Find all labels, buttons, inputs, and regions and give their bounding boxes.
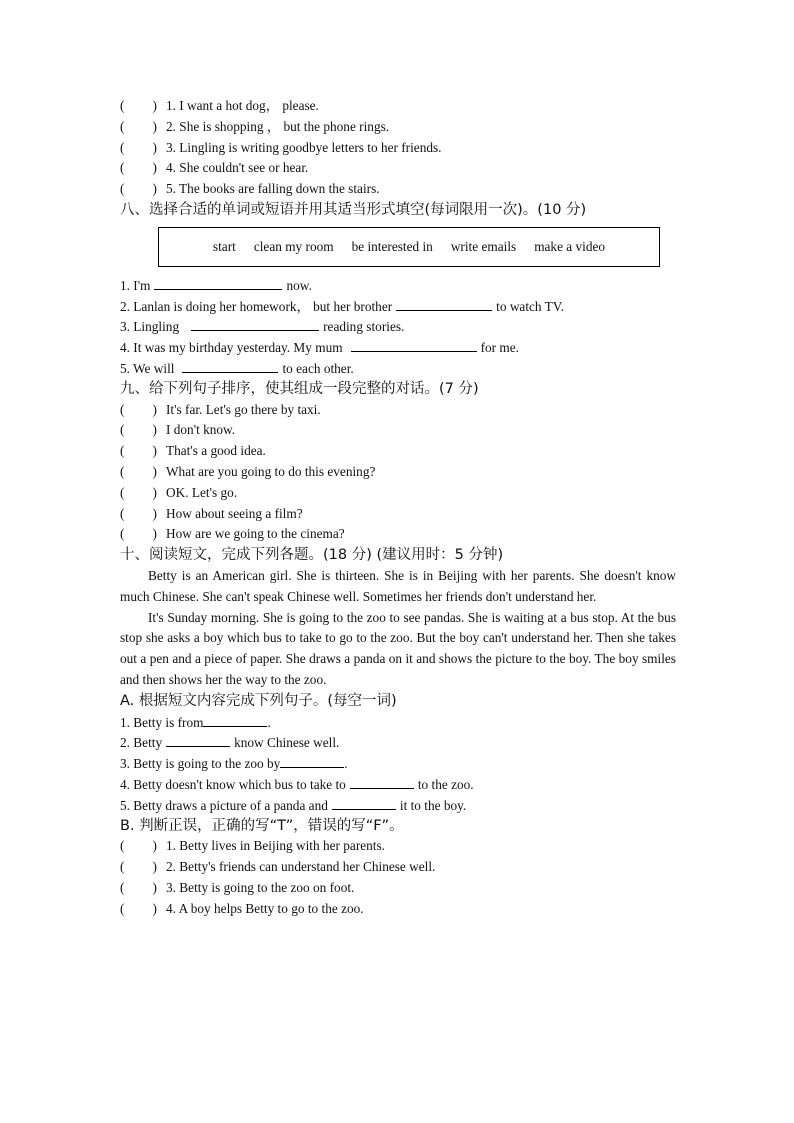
list-item: ( ) 3. Betty is going to the zoo on foot.	[120, 878, 676, 899]
list-item: ( ) 1. I want a hot dog， please.	[120, 96, 676, 117]
fill-blank[interactable]	[351, 337, 477, 352]
answer-paren[interactable]: ( )	[120, 859, 157, 875]
answer-paren[interactable]: ( )	[120, 98, 157, 113]
list-item: 1. I'm now.	[120, 275, 676, 296]
answer-paren[interactable]: ( )	[120, 422, 157, 438]
list-item: ( ) 2. Betty's friends can understand her Chinese well.	[120, 857, 676, 878]
fill-blank[interactable]	[280, 753, 344, 768]
list-item: 4. Betty doesn't know which bus to take to to the zoo.	[120, 774, 676, 795]
reading-passage	[120, 566, 676, 691]
answer-paren[interactable]: ( )	[120, 118, 157, 134]
word-bank-item: start	[212, 238, 236, 254]
partA-heading: A. 根据短文内容完成下列句子。(每空一词)	[120, 692, 397, 709]
fill-blank[interactable]	[332, 795, 396, 810]
list-item: ( ) I don't know.	[120, 420, 676, 441]
list-item: ( ) 4. She couldn't see or hear.	[120, 158, 676, 179]
answer-paren[interactable]: ( )	[120, 484, 157, 500]
word-bank-item: clean my room	[253, 238, 334, 254]
list-item: ( ) OK. Let's go.	[120, 483, 676, 504]
list-item: 1. Betty is from .	[120, 712, 676, 733]
word-bank-item: make a video	[534, 238, 606, 254]
partB-list	[120, 836, 676, 919]
list-item: 2. Betty know Chinese well.	[120, 732, 676, 753]
list-item: 2. Lanlan is doing her homework， but her brother to watch TV.	[120, 296, 676, 317]
answer-paren[interactable]: ( )	[120, 463, 157, 479]
section8-list	[120, 275, 676, 379]
fill-blank[interactable]	[191, 316, 319, 331]
list-item: ( ) 4. A boy helps Betty to go to the zoo.	[120, 899, 676, 920]
partB-heading: B. 判断正误，正确的写“T”，错误的写“F”。	[120, 817, 404, 834]
fill-blank[interactable]	[182, 358, 278, 373]
answer-paren[interactable]: ( )	[120, 181, 157, 197]
answer-paren[interactable]: ( )	[120, 401, 157, 417]
worksheet-content	[120, 96, 676, 919]
fill-blank[interactable]	[166, 732, 230, 747]
list-item: ( ) It's far. Let's go there by taxi.	[120, 400, 676, 421]
word-bank-item: be interested in	[351, 238, 433, 254]
list-item: ( ) How are we going to the cinema?	[120, 524, 676, 545]
answer-paren[interactable]: ( )	[120, 526, 157, 542]
list-item: 4. It was my birthday yesterday. My mum for me.	[120, 337, 676, 358]
list-item: 3. Lingling reading stories.	[120, 316, 676, 337]
partA-list	[120, 712, 676, 816]
list-item: ( ) 1. Betty lives in Beijing with her parents.	[120, 836, 676, 857]
answer-paren[interactable]: ( )	[120, 900, 157, 916]
list-item: 5. We will to each other.	[120, 358, 676, 379]
answer-paren[interactable]: ( )	[120, 505, 157, 521]
word-bank-item: write emails	[450, 238, 517, 254]
list-item: ( ) That's a good idea.	[120, 441, 676, 462]
answer-paren[interactable]: ( )	[120, 160, 157, 176]
passage-paragraph: It's Sunday morning. She is going to the zoo to see pandas. She is waiting at a bus stop. At the bus stop she asks a boy which bus to take to go to the zoo. But the boy can't understand her. Then she takes out a pen and a piece of paper. She draws a panda on it and shows the picture to the boy. The boy smiles and then shows her the way to the zoo.	[120, 609, 676, 687]
list-item: 3. Betty is going to the zoo by .	[120, 753, 676, 774]
section9-heading: 九、给下列句子排序，使其组成一段完整的对话。(7 分)	[120, 380, 479, 397]
fill-blank[interactable]	[350, 774, 414, 789]
answer-paren[interactable]: ( )	[120, 838, 157, 854]
passage-paragraph: Betty is an American girl. She is thirteen. She is in Beijing with her parents. She doesn't know much Chinese. She can't speak Chinese well. Sometimes her friends don't understand her.	[120, 567, 676, 604]
list-item: ( ) 3. Lingling is writing goodbye letters to her friends.	[120, 138, 676, 159]
list-item: ( ) What are you going to do this evening?	[120, 462, 676, 483]
section9-list	[120, 400, 676, 546]
list-item: ( ) 5. The books are falling down the stairs.	[120, 179, 676, 200]
word-bank	[158, 227, 660, 267]
list-item: 5. Betty draws a picture of a panda and it to the boy.	[120, 795, 676, 816]
section10-heading: 十、阅读短文，完成下列各题。(18 分) (建议用时：5 分钟)	[120, 547, 504, 564]
answer-paren[interactable]: ( )	[120, 443, 157, 459]
section7-list	[120, 96, 676, 200]
section8-heading: 八、选择合适的单词或短语并用其适当形式填空(每词限用一次)。(10 分)	[120, 201, 587, 218]
fill-blank[interactable]	[396, 296, 492, 311]
answer-paren[interactable]: ( )	[120, 879, 157, 895]
list-item: ( ) How about seeing a film?	[120, 504, 676, 525]
answer-paren[interactable]: ( )	[120, 139, 157, 155]
fill-blank[interactable]	[154, 275, 282, 290]
fill-blank[interactable]	[203, 712, 267, 727]
list-item: ( ) 2. She is shopping ， but the phone rings.	[120, 117, 676, 138]
